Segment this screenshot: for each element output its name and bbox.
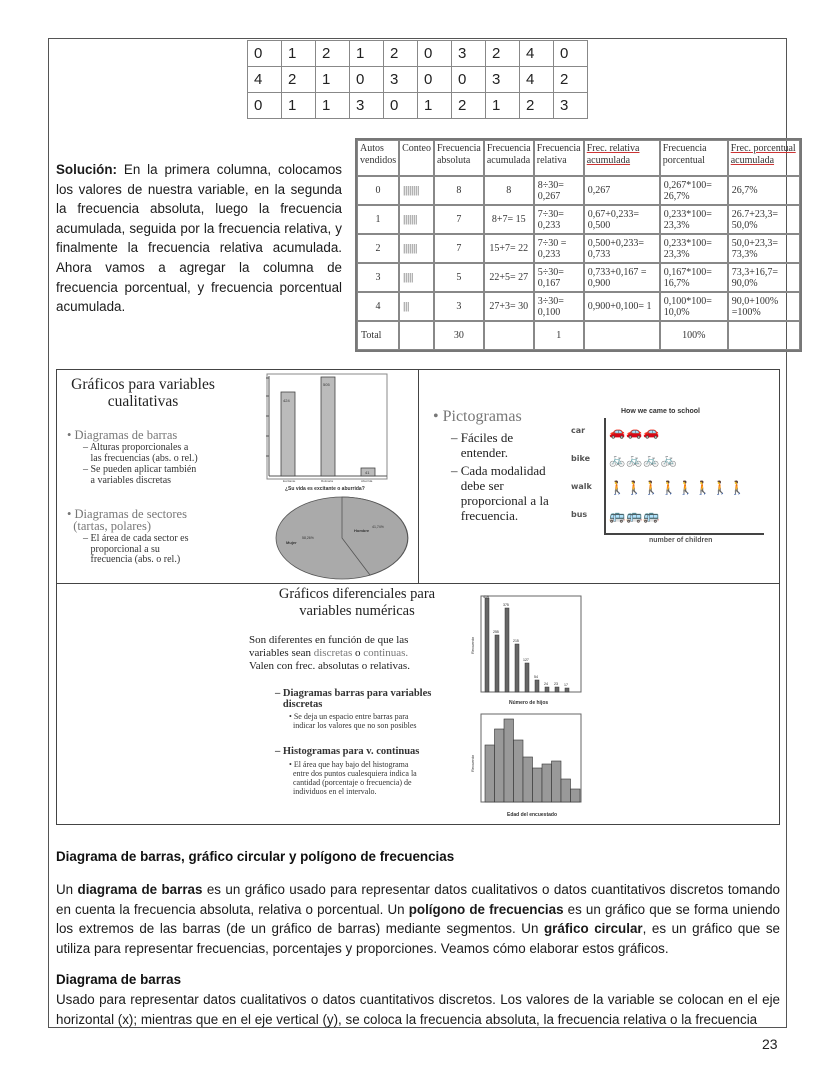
svg-text:Mujer: Mujer [286,540,297,545]
svg-text:Excitante: Excitante [283,479,296,483]
header-conteo: Conteo [399,140,434,176]
slide-title: Gráficos para variables cualitativas [71,376,215,410]
grid-cell: 3 [350,93,384,119]
svg-text:419: 419 [483,595,489,599]
bullet-diagramas-barras: • Diagramas de barras [67,428,178,442]
pictogram-xlabel: number of children [649,537,713,544]
svg-text:Rutinaria: Rutinaria [321,479,334,483]
grid-cell: 0 [418,41,452,67]
cell-tally: ||||||| [399,205,434,234]
cell-rel: 8÷30= 0,267 [534,176,584,205]
header-frecuencia-porcentual: Frecuencia porcentual [660,140,728,176]
cell-acum: 15+7= 22 [484,234,534,263]
svg-text:375: 375 [503,603,509,607]
cell-tally: |||||||| [399,176,434,205]
cell-acum: 8+7= 15 [484,205,534,234]
slide-numeric-charts [57,584,779,824]
grid-row [248,67,588,93]
grid-cell: 2 [520,93,554,119]
cell-value: 0 [357,176,399,205]
grid-cell: 1 [350,41,384,67]
cell-rel: 5÷30= 0,167 [534,263,584,292]
header-autos-vendidos: Autos vendidos [357,140,399,176]
total-cell: 1 [534,321,584,350]
grid-cell: 4 [520,67,554,93]
grid-cell: 1 [282,41,316,67]
table-row [357,292,800,321]
total-cell [584,321,660,350]
total-cell [728,321,800,350]
cell-value: 4 [357,292,399,321]
bold-term: diagrama de barras [77,882,203,897]
cell-rel-acum: 0,500+0,233= 0,733 [584,234,660,263]
grid-cell: 3 [452,41,486,67]
pictogram-chart [569,408,759,548]
svg-text:Edad del encuestado: Edad del encuestado [507,812,558,818]
cell-pct-acum: 26,7% [728,176,800,205]
grid-cell: 1 [418,93,452,119]
grid-cell: 2 [282,67,316,93]
bike-icon: 🚲🚲🚲🚲 [609,452,678,467]
cell-value: 2 [357,234,399,263]
cell-tally: ||||| [399,263,434,292]
table-row [357,176,800,205]
slide-pictogram [419,370,779,584]
header-frecuencia-acumulada: Frecuencia acumulada [484,140,534,176]
grid-cell: 2 [384,41,418,67]
grid-cell: 0 [248,93,282,119]
total-cell [484,321,534,350]
cell-acum: 27+3= 30 [484,292,534,321]
cell-abs: 3 [434,292,484,321]
text-run: Un [56,882,78,897]
text-run: es un gráfico que se forma uniendo los extremos de las barras (de un gráfico de barras) mediante segmentos. Un [56,901,780,936]
pictogram-label-walk: walk [571,482,592,491]
cell-rel-acum: 0,900+0,100= 1 [584,292,660,321]
pictogram-label-car: car [571,426,586,435]
table-total-row [357,321,800,350]
svg-text:41: 41 [365,470,370,475]
cell-rel-acum: 0,267 [584,176,660,205]
bus-icon: 🚌🚌🚌 [609,508,661,523]
bold-term: gráfico circular [543,921,643,936]
header-frecuencia-relativa: Frecuencia relativa [534,140,584,176]
grid-cell: 1 [316,93,350,119]
grid-cell: 0 [554,41,588,67]
header-frec-relativa-acumulada: Frec. relativa acumulada [584,140,660,176]
svg-text:Hombre: Hombre [354,528,370,533]
cell-pct-acum: 90,0+100% =100% [728,292,800,321]
cell-pct-acum: 73,3+16,7= 90,0% [728,263,800,292]
header-frec-porcentual-acumulada: Frec. porcentual acumulada [728,140,800,176]
bullet-diagramas-sectores: • Diagramas de sectores (tartas, polares) [67,507,187,533]
text-run: , es un gráfico que se utiliza para representar frecuencias, porcentajes y proporciones. Veamos cómo elaborar estos gráficos. [56,921,780,956]
grid-cell: 0 [248,41,282,67]
page-number: 23 [762,1036,778,1052]
table-row [357,205,800,234]
cell-acum: 22+5= 27 [484,263,534,292]
total-cell: Total [357,321,399,350]
cell-rel: 3÷30= 0,100 [534,292,584,321]
svg-text:255: 255 [493,630,499,634]
grid-cell: 2 [554,67,588,93]
cell-value: 1 [357,205,399,234]
svg-text:Recuento: Recuento [470,754,475,772]
car-icon: 🚗🚗🚗 [609,424,661,439]
bar-diagram-paragraph: Usado para representar datos cualitativos o datos cuantitativos discretos. Los valores de la variable se colocan en el eje horizontal (x); mientras que en el eje vertical (y), se coloca la frecuencia absoluta, la frecuencia relativa o la frecuencia [56,992,780,1027]
total-cell: 30 [434,321,484,350]
discrete-bar-chart [469,594,584,712]
svg-text:Recuento: Recuento [470,636,475,654]
slide-qualitative-charts [57,370,419,584]
cell-pct: 0,233*100= 23,3% [660,205,728,234]
svg-text:505: 505 [323,382,330,387]
cell-acum: 8 [484,176,534,205]
age-histogram [469,712,584,822]
sub-bullet: – Se pueden aplicar también a variables discretas [83,464,197,486]
cell-pct: 0,167*100= 16,7% [660,263,728,292]
svg-text:¿Su vida es excitante o aburri: ¿Su vida es excitante o aburrida? [285,486,365,492]
cell-abs: 7 [434,205,484,234]
table-row [357,263,800,292]
bold-term: polígono de frecuencias [408,901,564,917]
solution-text: En la primera columna, colocamos los valores de nuestra variable, en la segunda la frecuencia absoluta, luego la frecuencia acumulada, seguida por la frecuencia relativa, y finalmente la frecuencia relativa acumulada. Ahora vamos a agregar la columna de frecuencia porcentual, y frecuencia porcentual acumulada. [56,162,342,315]
item-diagramas-barras: – Diagramas barras para variables discretas [275,688,432,710]
cell-tally: ||||||| [399,234,434,263]
grid-cell: 3 [486,67,520,93]
grid-cell: 4 [520,41,554,67]
svg-text:54: 54 [534,675,538,679]
sub-bullet: – Fáciles de entender. [451,430,514,460]
x-axis [604,533,764,535]
grid-cell: 1 [316,67,350,93]
grid-cell: 0 [452,67,486,93]
pictogram-label-bus: bus [571,510,588,519]
cell-abs: 8 [434,176,484,205]
y-axis [604,418,606,534]
walk-icon: 🚶🚶🚶🚶🚶🚶🚶🚶 [609,480,747,495]
cell-pct: 0,267*100= 26,7% [660,176,728,205]
grid-cell: 0 [418,67,452,93]
table-row [357,234,800,263]
intro-paragraph [56,880,780,958]
grid-cell: 1 [282,93,316,119]
grid-cell: 1 [486,93,520,119]
cell-rel: 7÷30 = 0,233 [534,234,584,263]
frequency-table [355,138,802,352]
svg-text:215: 215 [513,639,519,643]
subsection-title: Diagrama de barras [56,972,182,987]
cell-rel: 7÷30= 0,233 [534,205,584,234]
cell-pct: 0,233*100= 23,3% [660,234,728,263]
cell-pct-acum: 50,0+23,3= 73,3% [728,234,800,263]
total-cell: 100% [660,321,728,350]
grid-row [248,41,588,67]
qualitative-bar-chart [257,372,392,492]
section-title: Diagrama de barras, gráfico circular y polígono de frecuencias [56,849,455,864]
cell-abs: 7 [434,234,484,263]
item-sub-bullet: • El área que hay bajo del histograma entre dos puntos cualesquiera indica la cantidad (porcentaje o frecuencia) de individuos en el intervalo. [289,760,417,796]
svg-text:58,26%: 58,26% [302,536,314,540]
grid-row [248,93,588,119]
grid-cell: 3 [384,67,418,93]
svg-text:41,74%: 41,74% [372,525,384,529]
sub-bullet: – El área de cada sector es proporcional a su frecuencia (abs. o rel.) [83,533,189,565]
bullet-pictogramas: • Pictogramas [433,408,522,425]
sub-bullet: – Alturas proporcionales a las frecuencias (abs. o rel.) [83,442,198,464]
item-histogramas: – Histogramas para v. continuas [275,746,420,757]
cell-rel-acum: 0,733+0,167 = 0,900 [584,263,660,292]
pictogram-title: How we came to school [621,408,700,415]
slides-montage [56,369,780,825]
sub-bullet: – Cada modalidad debe ser proporcional a la frecuencia. [451,463,549,523]
cell-abs: 5 [434,263,484,292]
cell-tally: ||| [399,292,434,321]
slide-title: Gráficos diferenciales para variables numéricas [278,586,436,619]
qualitative-pie-chart [272,494,412,582]
text-run: es un gráfico usado para representar datos cualitativos o datos cuantitativos discretos tomando en cuenta la frecuencia absoluta, relativa o porcentual. Un [56,882,780,917]
grid-cell: 2 [316,41,350,67]
grid-cell: 0 [384,93,418,119]
header-frecuencia-absoluta: Frecuencia absoluta [434,140,484,176]
pictogram-label-bike: bike [571,454,590,463]
grid-cell: 4 [248,67,282,93]
grid-cell: 2 [486,41,520,67]
cell-pct-acum: 26.7+23,3= 50,0% [728,205,800,234]
svg-text:424: 424 [283,398,290,403]
item-sub-bullet: • Se deja un espacio entre barras para indicar los valores que no son posibles [289,712,417,730]
svg-text:17: 17 [564,683,568,687]
svg-text:23: 23 [554,682,558,686]
svg-text:Aburrida: Aburrida [361,479,373,483]
grid-cell: 3 [554,93,588,119]
grid-cell: 2 [452,93,486,119]
svg-text:127: 127 [523,658,529,662]
solution-label: Solución: [56,162,117,177]
cell-pct: 0,100*100= 10,0% [660,292,728,321]
intro-text: Son diferentes en función de que las variables sean discretas o continuas. Valen con frec. absolutas o relativas. [249,634,410,672]
solution-paragraph [56,160,342,317]
frequency-table-header [357,140,800,176]
total-cell [399,321,434,350]
raw-data-grid [247,40,588,119]
cell-rel-acum: 0,67+0,233= 0,500 [584,205,660,234]
svg-text:Número de hijos: Número de hijos [509,700,549,706]
svg-text:24: 24 [544,682,548,686]
cell-value: 3 [357,263,399,292]
grid-cell: 0 [350,67,384,93]
